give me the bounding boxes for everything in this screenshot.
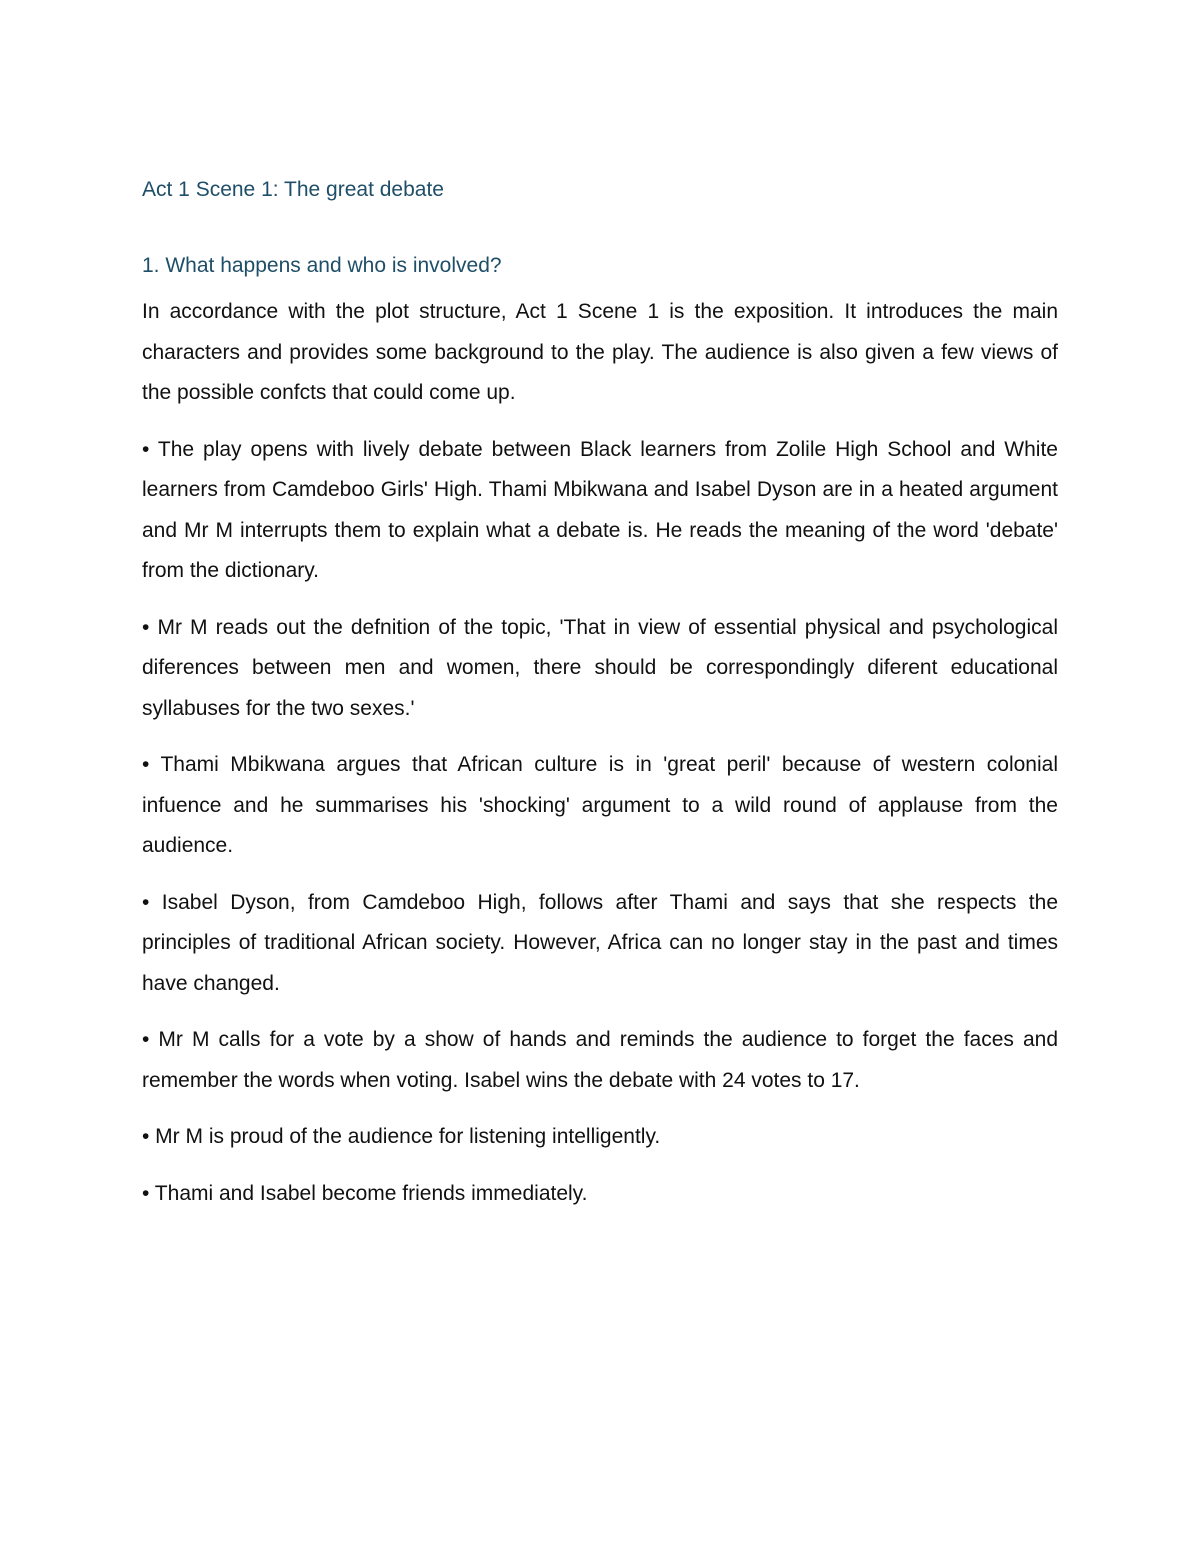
document-page (142, 170, 1058, 1214)
bullet-item-4: • Isabel Dyson, from Camdeboo High, follows after Thami and says that she respects the principles of traditional African society. However, Africa can no longer stay in the past and times have changed. (142, 890, 1058, 995)
bullet-item-2: • Mr M reads out the defnition of the topic, 'That in view of essential physical and psychological diferences between men and women, there should be correspondingly diferent educational syllabuses for the two sexes.' (142, 615, 1058, 720)
bullet-item-3: • Thami Mbikwana argues that African culture is in 'great peril' because of western colonial infuence and he summarises his 'shocking' argument to a wild round of applause from the audience. (142, 753, 1058, 857)
bullet-item-1: • The play opens with lively debate between Black learners from Zolile High School and White learners from Camdeboo Girls' High. Thami Mbikwana and Isabel Dyson are in a heated argument and Mr M interrupts them to explain what a debate is. He reads the meaning of the word 'debate' from the dictionary. (142, 437, 1058, 582)
bullet-item-7: • Thami and Isabel become friends immediately. (142, 1181, 588, 1205)
bullet-item-5: • Mr M calls for a vote by a show of hands and reminds the audience to forget the faces and remember the words when voting. Isabel wins the debate with 24 votes to 17. (142, 1028, 1058, 1092)
bullet-item-6: • Mr M is proud of the audience for listening intelligently. (142, 1125, 661, 1148)
section-question: 1. What happens and who is involved? (142, 254, 502, 277)
intro-paragraph: In accordance with the plot structure, Act 1 Scene 1 is the exposition. It introduces the main characters and provides some background to the play. The audience is also given a few views of the possible confcts that could come up. (142, 300, 1058, 404)
document-title: Act 1 Scene 1: The great debate (142, 178, 444, 201)
